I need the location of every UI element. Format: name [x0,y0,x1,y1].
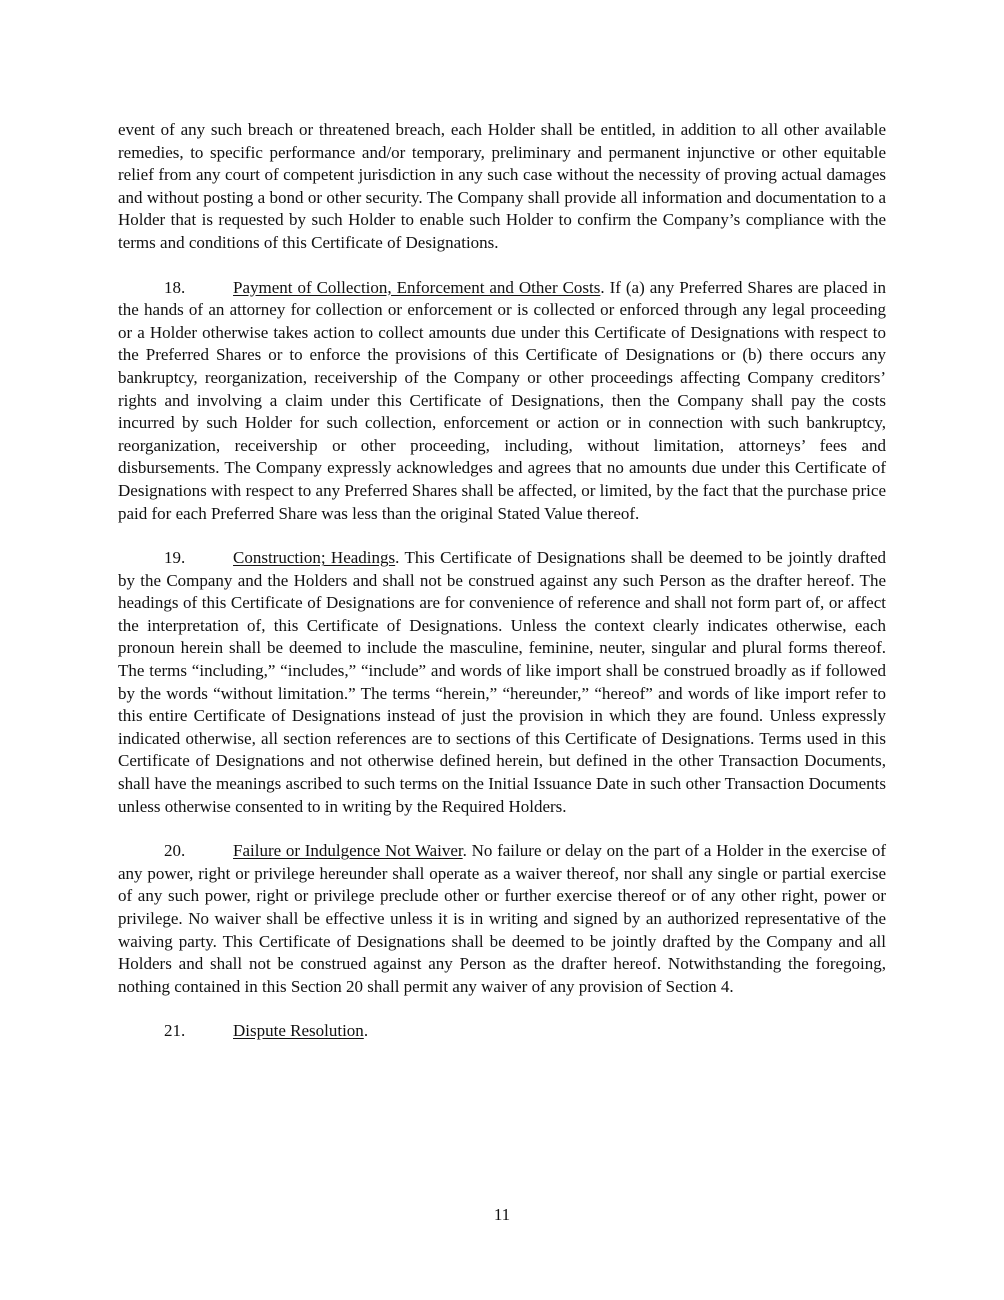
intro-paragraph: event of any such breach or threatened breach, each Holder shall be entitled, in addition to all other available remedies, to specific performance and/or temporary, preliminary and permanent injunctive or other equitable relief from any court of competent jurisdiction in any such case without the necessity of proving actual damages and without posting a bond or other security. The Company shall provide all information and documentation to a Holder that is requested by such Holder to enable such Holder to confirm the Company’s compliance with the terms and conditions of this Certificate of Designations. [118,120,886,252]
section-heading: Payment of Collection, Enforcement and Other Costs [233,277,601,297]
section-body: . [363,1021,369,1041]
section-number: 18. [164,277,186,297]
section-number: 20. [164,841,186,861]
section-body: . If (a) any Preferred Shares are placed in the hands of an attorney for collection or enforcement or is collected or enforced through any legal proceeding or a Holder otherwise takes action to collect amounts due under this Certificate of Designations with respect to the Preferred Shares or to enforce the provisions of this Certificate of Designations or (b) there occurs any bankruptcy, reorganization, receivership of the Company or other proceedings affecting Company creditors’ rights and involving a claim under this Certificate of Designations, then the Company shall pay the costs incurred by such Holder for such collection, enforcement or action or in connection with such bankruptcy, reorganization, receivership or other proceeding, including, without limitation, attorneys’ fees and disbursements. The Company expressly acknowledges and agrees that no amounts due under this Certificate of Designations with respect to any Preferred Shares shall be affected, or limited, by the fact that the purchase price paid for each Preferred Share was less than the original Stated Value thereof. [118,277,886,523]
section-21 [118,1020,886,1043]
section-19 [118,547,886,818]
section-18 [118,277,886,526]
section-20 [118,840,886,998]
section-heading: Failure or Indulgence Not Waiver [233,841,463,861]
page-number: 11 [493,1205,511,1224]
section-heading: Construction; Headings [233,548,396,568]
section-body: . This Certificate of Designations shall be deemed to be jointly drafted by the Company and the Holders and shall not be construed against any such Person as the drafter hereof. The headings of this Certificate of Designations are for convenience of reference and shall not form part of, or affect the interpretation of, this Certificate of Designations. Unless the context clearly indicates otherwise, each pronoun herein shall be deemed to include the masculine, feminine, neuter, singular and plural forms thereof. The terms “including,” “includes,” “include” and words of like import shall be construed broadly as if followed by the words “without limitation.” The terms “herein,” “hereunder,” “hereof” and words of like import refer to this entire Certificate of Designations instead of just the provision in which they are found. Unless expressly indicated otherwise, all section references are to sections of this Certificate of Designations. Terms used in this Certificate of Designations and not otherwise defined herein, but defined in the other Transaction Documents, shall have the meanings ascribed to such terms on the Initial Issuance Date in such other Transaction Documents unless otherwise consented to in writing by the Required Holders. [118,548,887,816]
section-number: 21. [164,1021,186,1041]
document-page [118,119,886,1043]
section-number: 19. [164,548,186,568]
section-body: . No failure or delay on the part of a Holder in the exercise of any power, right or privilege hereunder shall operate as a waiver thereof, nor shall any single or partial exercise of any such power, right or privilege preclude other or further exercise thereof or of any other right, power or privilege. No waiver shall be effective unless it is in writing and signed by an authorized representative of the waiving party. This Certificate of Designations shall be deemed to be jointly drafted by the Company and all Holders and shall not be construed against any Person as the drafter hereof. Notwithstanding the foregoing, nothing contained in this Section 20 shall permit any waiver of any provision of Section 4. [118,841,886,996]
section-heading: Dispute Resolution [233,1021,364,1041]
